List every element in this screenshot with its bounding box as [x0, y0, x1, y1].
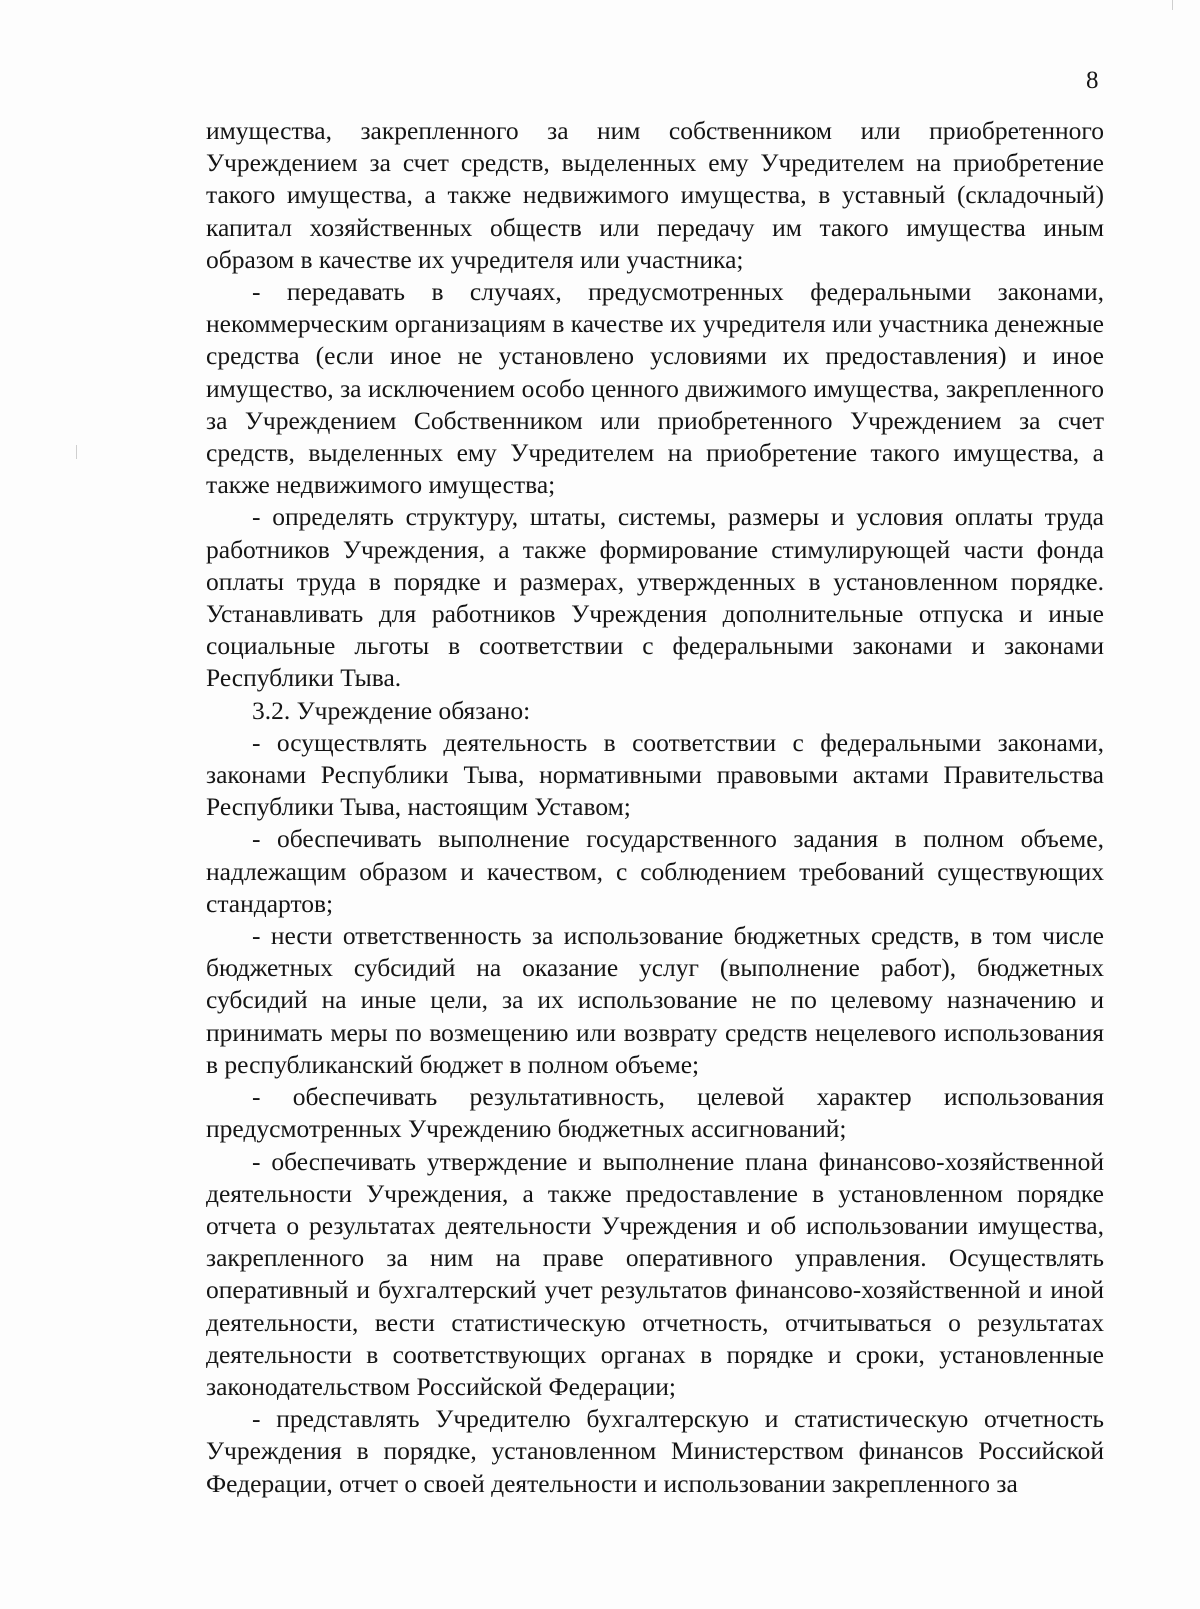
paragraph-9: - обеспечивать утверждение и выполнение плана финансово-хозяйственной деятельности Учреждения, а также предоставление в установленном порядке отчета о результатах деятельности Учреждения и об использовании имущества, закрепленного за ним на праве оперативного управления. Осуществлять оперативный и бухгалтерский учет результатов финансово-хозяйственной и иной деятельности, вести статистическую отчетность, отчитываться о результатах деятельности в соответствующих органах в порядке и сроки, установленные законодательством Российской Федерации;	[206, 1146, 1104, 1401]
paragraph-8: - обеспечивать результативность, целевой характер использования предусмотренных Учреждению бюджетных ассигнований;	[206, 1082, 1104, 1144]
paragraph-10: - представлять Учредителю бухгалтерскую и статистическую отчетность Учреждения в порядке, установленном Министерством финансов Российской Федерации, отчет о своей деятельности и использовании закрепленного за	[206, 1404, 1104, 1498]
paragraph-6: - обеспечивать выполнение государственного задания в полном объеме, надлежащим образом и качеством, с соблюдением требований существующих стандартов;	[206, 824, 1104, 918]
page-number: 8	[1086, 67, 1099, 94]
scan-artifact	[1172, 0, 1173, 10]
paragraph-3: - определять структуру, штаты, системы, размеры и условия оплаты труда работников Учреждения, а также формирование стимулирующей части фонда оплаты труда в порядке и размерах, утвержденных в установленном порядке. Устанавливать для работников Учреждения дополнительные отпуска и иные социальные льготы в соответствии с федеральными законами и законами Республики Тыва.	[206, 502, 1104, 693]
paragraph-1: имущества, закрепленного за ним собственником или приобретенного Учреждением за счет средств, выделенных ему Учредителем на приобретение такого имущества, а также недвижимого имущества, в уставный (складочный) капитал хозяйственных обществ или передачу им такого имущества иным образом в качестве их учредителя или участника;	[206, 116, 1104, 274]
scan-artifact	[76, 445, 77, 459]
paragraph-2: - передавать в случаях, предусмотренных федеральными законами, некоммерческим организациям в качестве их учредителя или участника денежные средства (если иное не установлено условиями их предоставления) и иное имущество, за исключением особо ценного движимого имущества, закрепленного за Учреждением Собственником или приобретенного Учреждением за счет средств, выделенных ему Учредителем на приобретение такого имущества, а также недвижимого имущества;	[206, 277, 1104, 500]
document-body	[206, 115, 1104, 1500]
section-heading-3-2: 3.2. Учреждение обязано:	[252, 695, 531, 725]
paragraph-7: - нести ответственность за использование бюджетных средств, в том числе бюджетных субсидий на оказание услуг (выполнение работ), бюджетных субсидий на иные цели, за их использование не по целевому назначению и принимать меры по возмещению или возврату средств нецелевого использования в республиканский бюджет в полном объеме;	[206, 921, 1104, 1079]
paragraph-5: - осуществлять деятельность в соответствии с федеральными законами, законами Республики Тыва, нормативными правовыми актами Правительства Республики Тыва, настоящим Уставом;	[206, 727, 1104, 822]
